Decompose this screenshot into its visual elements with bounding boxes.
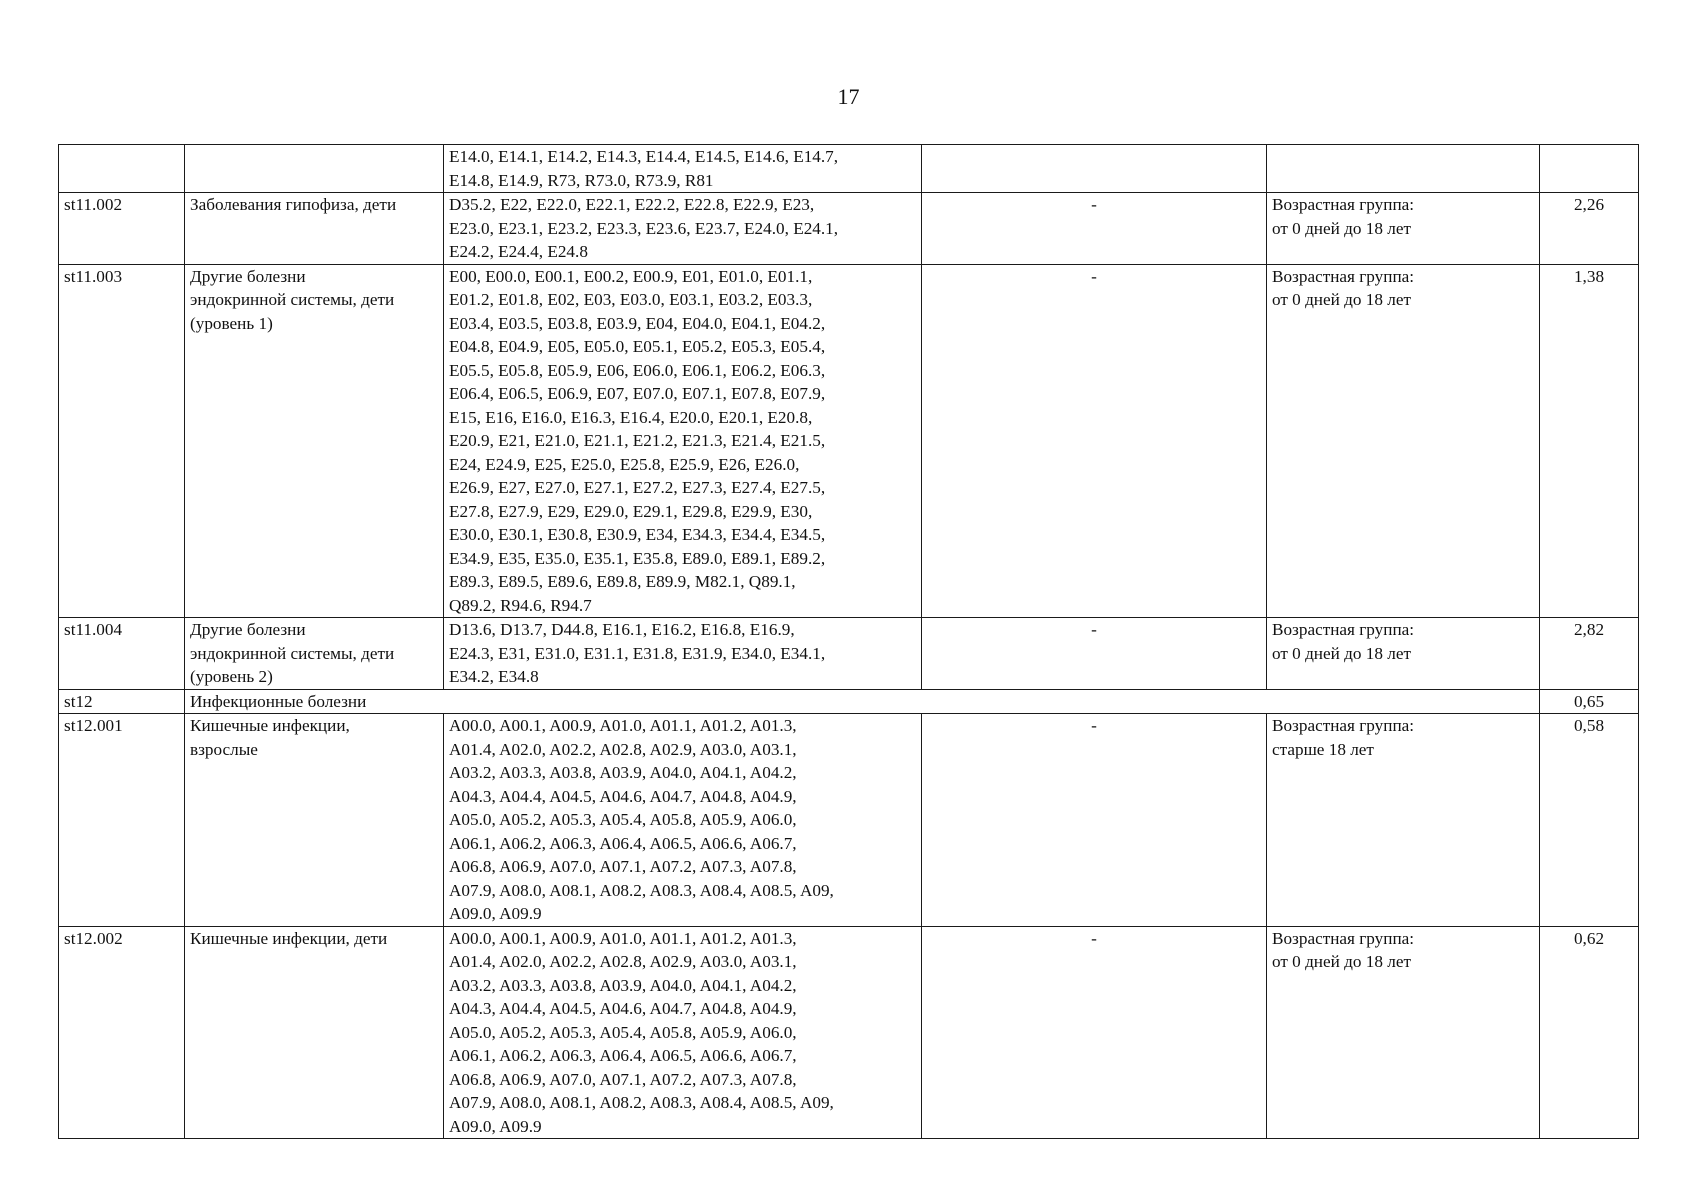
ksg-name-line: Кишечные инфекции, дети [190,928,388,948]
diagnosis-codes-line: Q89.2, R94.6, R94.7 [449,595,592,615]
ksg-code: st11.002 [59,193,185,265]
coefficient: 2,26 [1540,193,1639,265]
diagnosis-codes [444,145,922,193]
diagnosis-codes-line: E27.8, E27.9, E29, E29.0, E29.1, E29.8, E29.9, E30, [449,501,813,521]
diagnosis-codes-line: E24, E24.9, E25, E25.0, E25.8, E25.9, E26, E26.0, [449,454,800,474]
additional-criteria: - [922,618,1267,690]
diagnosis-codes-line: E14.8, E14.9, R73, R73.0, R73.9, R81 [449,170,714,190]
classification-criteria [1267,926,1540,1139]
ksg-name-line: Кишечные инфекции, [190,716,350,735]
additional-criteria: - [922,926,1267,1139]
diagnosis-codes [444,264,922,618]
diagnosis-codes-line: E34.9, E35, E35.0, E35.1, E35.8, E89.0, E89.1, E89.2, [449,548,826,568]
table-row [59,618,1639,690]
classification-criteria [1267,193,1540,265]
diagnosis-codes [444,714,922,927]
diagnosis-codes-line: A00.0, A00.1, A00.9, A01.0, A01.1, A01.2, A01.3, [449,928,797,948]
group-title: Инфекционные болезни [185,689,1540,714]
ksg-name [185,714,444,927]
table-row [59,926,1639,1139]
table-row [59,193,1639,265]
ksg-code: st12.001 [59,714,185,927]
ksg-name-line: эндокринной системы, дети [190,290,395,309]
ksg-code: st11.003 [59,264,185,618]
diagnosis-codes-line: A01.4, A02.0, A02.2, A02.8, A02.9, A03.0, A03.1, [449,952,797,971]
diagnosis-codes [444,618,922,690]
diagnosis-codes-line: D13.6, D13.7, D44.8, E16.1, E16.2, E16.8, E16.9, [449,620,795,639]
classification-criteria-line: от 0 дней до 18 лет [1272,218,1411,238]
classification-criteria-line: Возрастная группа: [1272,195,1415,214]
diagnosis-codes-line: A03.2, A03.3, A03.8, A03.9, A04.0, A04.1, A04.2, [449,975,797,995]
diagnosis-codes-line: E24.2, E24.4, E24.8 [449,242,588,261]
diagnosis-codes-line: E20.9, E21, E21.0, E21.1, E21.2, E21.3, E21.4, E21.5, [449,431,826,450]
diagnosis-codes-line: D35.2, E22, E22.0, E22.1, E22.2, E22.8, E22.9, E23, [449,195,815,214]
diagnosis-codes-line: E00, E00.0, E00.1, E00.2, E00.9, E01, E01.0, E01.1, [449,266,813,286]
coefficient: 1,38 [1540,264,1639,618]
ksg-name-line: (уровень 2) [190,667,273,686]
diagnosis-codes-line: A07.9, A08.0, A08.1, A08.2, A08.3, A08.4, A08.5, A09, [449,880,834,900]
ksg-code [59,145,185,193]
diagnosis-codes-line: E34.2, E34.8 [449,667,539,686]
diagnosis-codes-line: E01.2, E01.8, E02, E03, E03.0, E03.1, E03.2, E03.3, [449,290,813,309]
diagnosis-codes-line: E04.8, E04.9, E05, E05.0, E05.1, E05.2, E05.3, E05.4, [449,337,826,356]
diagnosis-codes-line: A04.3, A04.4, A04.5, A04.6, A04.7, A04.8, A04.9, [449,786,797,806]
additional-criteria: - [922,193,1267,265]
classification-criteria [1267,264,1540,618]
additional-criteria: - [922,264,1267,618]
diagnosis-codes-line: E15, E16, E16.0, E16.3, E16.4, E20.0, E20.1, E20.8, [449,407,813,427]
additional-criteria [922,145,1267,193]
ksg-name [185,193,444,265]
page-number: 17 [837,84,860,109]
table-row [59,145,1639,193]
ksg-name [185,926,444,1139]
classification-criteria-line: Возрастная группа: [1272,620,1415,639]
diagnosis-codes-line: A06.8, A06.9, A07.0, A07.1, A07.2, A07.3, A07.8, [449,1069,797,1089]
classification-criteria [1267,145,1540,193]
group-coef: 0,65 [1540,689,1639,714]
classification-criteria-line: старше 18 лет [1272,739,1374,759]
diagnosis-codes-line: A05.0, A05.2, A05.3, A05.4, A05.8, A05.9, A06.0, [449,1022,797,1042]
classification-criteria-line: Возрастная группа: [1272,928,1415,948]
coefficient: 0,62 [1540,926,1639,1139]
classification-criteria-line: Возрастная группа: [1272,716,1415,735]
ksg-name [185,145,444,193]
diagnosis-codes-line: E14.0, E14.1, E14.2, E14.3, E14.4, E14.5, E14.6, E14.7, [449,147,839,166]
additional-criteria: - [922,714,1267,927]
classification-criteria [1267,618,1540,690]
diagnosis-codes-line: A09.0, A09.9 [449,904,542,923]
classification-criteria-line: от 0 дней до 18 лет [1272,290,1411,309]
diagnosis-codes-line: E03.4, E03.5, E03.8, E03.9, E04, E04.0, E04.1, E04.2, [449,313,826,333]
ksg-name-line: (уровень 1) [190,313,273,333]
diagnosis-codes-line: E89.3, E89.5, E89.6, E89.8, E89.9, M82.1, Q89.1, [449,572,796,591]
ksg-name [185,264,444,618]
diagnosis-codes-line: A01.4, A02.0, A02.2, A02.8, A02.9, A03.0, A03.1, [449,739,797,759]
ksg-code: st11.004 [59,618,185,690]
ksg-name-line: Заболевания гипофиза, дети [190,195,397,214]
classification-criteria-line: от 0 дней до 18 лет [1272,643,1411,663]
diagnosis-codes-line: A06.1, A06.2, A06.3, A06.4, A06.5, A06.6, A06.7, [449,1046,797,1065]
diagnosis-codes-line: E26.9, E27, E27.0, E27.1, E27.2, E27.3, E27.4, E27.5, [449,478,826,497]
diagnosis-codes-line: A09.0, A09.9 [449,1116,542,1136]
diagnosis-codes-line: A04.3, A04.4, A04.5, A04.6, A04.7, A04.8, A04.9, [449,999,797,1018]
ksg-name-line: Другие болезни [190,266,306,286]
table-body [59,145,1639,1139]
ksg-name [185,618,444,690]
ksg-name-line: эндокринной системы, дети [190,643,395,663]
table-row [59,714,1639,927]
ksg-name-line: Другие болезни [190,620,306,639]
coefficient [1540,145,1639,193]
ksg-name-line: взрослые [190,739,258,759]
table-row [59,264,1639,618]
classification-criteria [1267,714,1540,927]
diagnosis-codes-line: E30.0, E30.1, E30.8, E30.9, E34, E34.3, E34.4, E34.5, [449,525,826,544]
diagnosis-codes [444,926,922,1139]
ksg-code: st12.002 [59,926,185,1139]
coefficient: 0,58 [1540,714,1639,927]
diagnosis-codes [444,193,922,265]
ksg-table [58,144,1639,1139]
diagnosis-codes-line: A05.0, A05.2, A05.3, A05.4, A05.8, A05.9, A06.0, [449,810,797,829]
diagnosis-codes-line: A03.2, A03.3, A03.8, A03.9, A04.0, A04.1, A04.2, [449,763,797,782]
diagnosis-codes-line: E23.0, E23.1, E23.2, E23.3, E23.6, E23.7, E24.0, E24.1, [449,218,839,238]
diagnosis-codes-line: A07.9, A08.0, A08.1, A08.2, A08.3, A08.4, A08.5, A09, [449,1093,834,1112]
diagnosis-codes-line: A00.0, A00.1, A00.9, A01.0, A01.1, A01.2, A01.3, [449,716,797,735]
classification-criteria-line: Возрастная группа: [1272,266,1415,286]
diagnosis-codes-line: E24.3, E31, E31.0, E31.1, E31.8, E31.9, E34.0, E34.1, [449,643,826,663]
coefficient: 2,82 [1540,618,1639,690]
diagnosis-codes-line: A06.8, A06.9, A07.0, A07.1, A07.2, A07.3, A07.8, [449,857,797,876]
diagnosis-codes-line: E05.5, E05.8, E05.9, E06, E06.0, E06.1, E06.2, E06.3, [449,360,826,380]
diagnosis-codes-line: A06.1, A06.2, A06.3, A06.4, A06.5, A06.6, A06.7, [449,833,797,853]
diagnosis-codes-line: E06.4, E06.5, E06.9, E07, E07.0, E07.1, E07.8, E07.9, [449,384,826,403]
group-code: st12 [59,689,185,714]
group-row [59,689,1639,714]
classification-criteria-line: от 0 дней до 18 лет [1272,952,1411,971]
